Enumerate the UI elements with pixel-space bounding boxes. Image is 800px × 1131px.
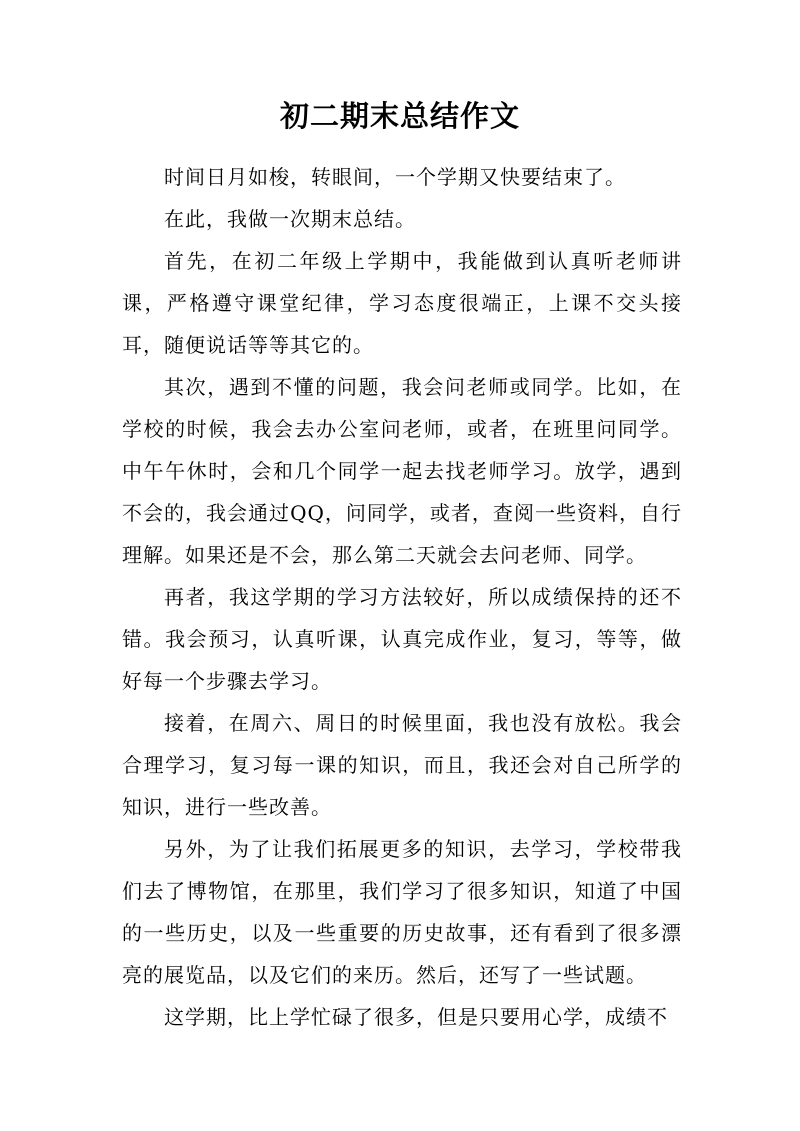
paragraph-1: 时间日月如梭，转眼间，一个学期又快要结束了。	[164, 165, 626, 189]
paragraph-4: 其次，遇到不懂的问题，我会问老师或同学。比如，在学校的时候，我会去办公室问老师，或者，在班里问同学。中午午休时，会和几个同学一起去找老师学习。放学，遇到不会的，我会通过QQ，问同学，或者，查阅一些资料，自行理解。如果还是不会，那么第二天就会去问老师、同学。	[122, 375, 682, 567]
document-body	[122, 156, 682, 1038]
document-title: 初二期末总结作文	[279, 99, 520, 133]
paragraph-8: 这学期，比上学忙碌了很多，但是只要用心学，成绩不	[164, 1005, 668, 1029]
paragraph-2: 在此，我做一次期末总结。	[164, 207, 416, 231]
paragraph-6: 接着，在周六、周日的时候里面，我也没有放松。我会合理学习，复习每一课的知识，而且，我还会对自己所学的知识，进行一些改善。	[122, 711, 682, 819]
paragraph-5: 再者，我这学期的学习方法较好，所以成绩保持的还不错。我会预习，认真听课，认真完成作业，复习，等等，做好每一个步骤去学习。	[122, 585, 682, 693]
paragraph-7: 另外，为了让我们拓展更多的知识，去学习，学校带我们去了博物馆，在那里，我们学习了很多知识，知道了中国的一些历史，以及一些重要的历史故事，还有看到了很多漂亮的展览品，以及它们的来历。然后，还写了一些试题。	[122, 837, 682, 987]
paragraph-3: 首先，在初二年级上学期中，我能做到认真听老师讲课，严格遵守课堂纪律，学习态度很端正，上课不交头接耳，随便说话等等其它的。	[122, 249, 682, 357]
